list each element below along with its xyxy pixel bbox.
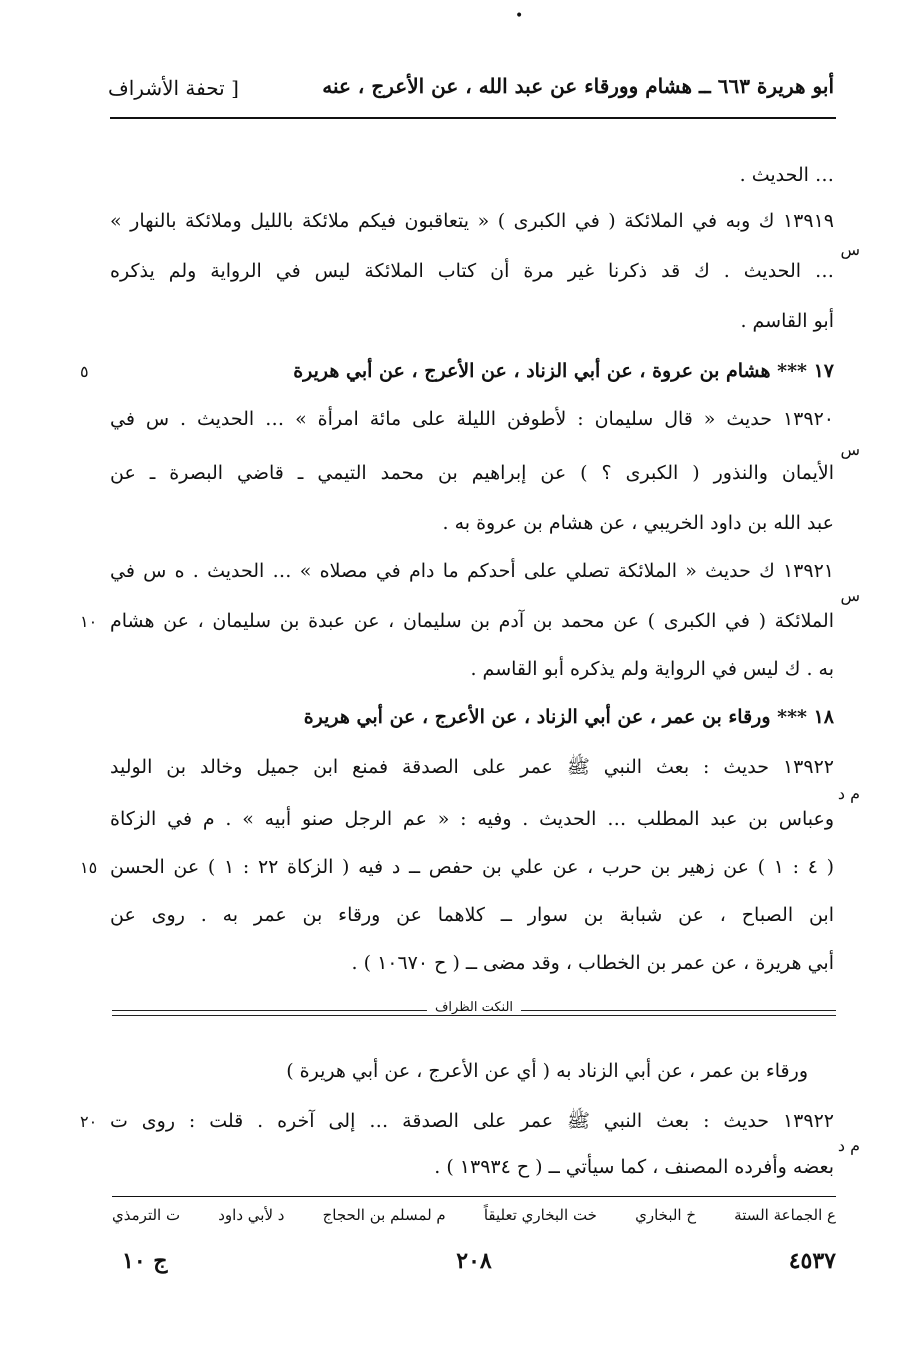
legend-item: ع الجماعة الستة (734, 1206, 836, 1224)
text-line: وعباس بن عبد المطلب … الحديث . وفيه : « عم الرجل صنو أبيه » . م في الزكاة (110, 808, 834, 830)
text-line: ابن الصباح ، عن شبابة بن سوار ــ كلاهما عن ورقاء بن عمر به . روى عن (110, 904, 834, 926)
hadith-13919: ١٣٩١٩ ﻙ وبه في الملائكة ( في الكبرى ) « يتعاقبون فيكم ملائكة بالليل وملائكة بالنهار » (110, 210, 834, 232)
volume-number: ج ١٠ (122, 1248, 168, 1274)
isnad-heading-17: ١٧ *** هشام بن عروة ، عن أبي الزناد ، عن الأعرج ، عن أبي هريرة (293, 360, 834, 382)
text-line: … الحديث . (739, 164, 834, 186)
header-rule (110, 117, 836, 119)
hadith-13921: ١٣٩٢١ ﻙ حديث « الملائكة تصلي على أحدكم ما دام في مصلاه » … الحديث . ه س في (110, 560, 834, 582)
top-dot: • (515, 8, 524, 24)
legend-item: م لمسلم بن الحجاج (322, 1206, 446, 1224)
text-line: بعضه وأفرده المصنف ، كما سيأتي ــ ( ح ١٣٩٣٤ ) . (434, 1156, 834, 1178)
text-line: … الحديث . ﻙ قد ذكرنا غير مرة أن كتاب الملائكة ليس في الرواية ولم يذكره (110, 260, 834, 282)
hadith-13922: ١٣٩٢٢ حديث : بعث النبي ﷺ عمر على الصدقة فمنع ابن جميل وخالد بن الوليد (110, 756, 834, 778)
text-line: أبي هريرة ، عن عمر بن الخطاب ، وقد مضى ــ ( ح ١٠٦٧٠ ) . (351, 952, 834, 974)
section-divider (112, 1000, 836, 1020)
text-line: ( ٤ : ١ ) عن زهير بن حرب ، عن علي بن حفص ــ د فيه ( الزكاة ٢٢ : ١ ) عن الحسن (110, 856, 835, 878)
hadith-13920: ١٣٩٢٠ حديث « قال سليمان : لأطوفن الليلة على مائة امرأة » … الحديث . س في (110, 408, 834, 430)
abbreviations-legend (112, 1206, 836, 1232)
running-number: ٤٥٣٧ (788, 1248, 836, 1274)
margin-symbol: م د (837, 784, 860, 803)
legend-item: د لأبي داود (218, 1206, 285, 1224)
header-title: أبو هريرة ٦٦٣ ــ هشام وورقاء عن عبد الله ، عن الأعرج ، عنه (322, 74, 834, 98)
nukat-isnad: ورقاء بن عمر ، عن أبي الزناد به ( أي عن الأعرج ، عن أبي هريرة ) (286, 1060, 808, 1082)
legend-item: خ البخاري (635, 1206, 697, 1224)
page-numbers (112, 1248, 836, 1278)
header-book-title: [ تحفة الأشراف (108, 76, 239, 100)
text-line: أبو القاسم . (740, 310, 834, 332)
line-number-10: ١٠ (80, 612, 98, 631)
legend-item: ت الترمذي (112, 1206, 181, 1224)
text-line: به . ﻙ ليس في الرواية ولم يذكره أبو القاسم . (470, 658, 834, 680)
text-line: الملائكة ( في الكبرى ) عن محمد بن آدم بن سليمان ، عن عبدة بن سليمان ، عن هشام (110, 610, 834, 632)
nukat-hadith-13922: ١٣٩٢٢ حديث : بعث النبي ﷺ عمر على الصدقة … إلى آخره . قلت : روى ت (110, 1110, 834, 1132)
margin-symbol: س (840, 440, 860, 459)
legend-item: خت البخاري تعليقاً (483, 1206, 597, 1224)
line-number-15: ١٥ (80, 858, 98, 877)
running-header (108, 68, 834, 112)
margin-symbol: م د (837, 1136, 860, 1155)
margin-symbol: س (840, 240, 860, 259)
line-number-5: ٥ (80, 362, 89, 381)
text-line: عبد الله بن داود الخريبي ، عن هشام بن عروة به . (442, 512, 834, 534)
text-line: الأيمان والنذور ( الكبرى ؟ ) عن إبراهيم بن محمد التيمي ـ قاضي البصرة ـ عن (110, 462, 834, 484)
divider-label: النكت الظراف (427, 1000, 521, 1015)
footer-rule (112, 1196, 836, 1197)
line-number-20: ٢٠ (80, 1112, 98, 1131)
isnad-heading-18: ١٨ *** ورقاء بن عمر ، عن أبي الزناد ، عن الأعرج ، عن أبي هريرة (303, 706, 834, 728)
margin-symbol: س (840, 586, 860, 605)
page-number: ٢٠٨ (456, 1248, 492, 1274)
